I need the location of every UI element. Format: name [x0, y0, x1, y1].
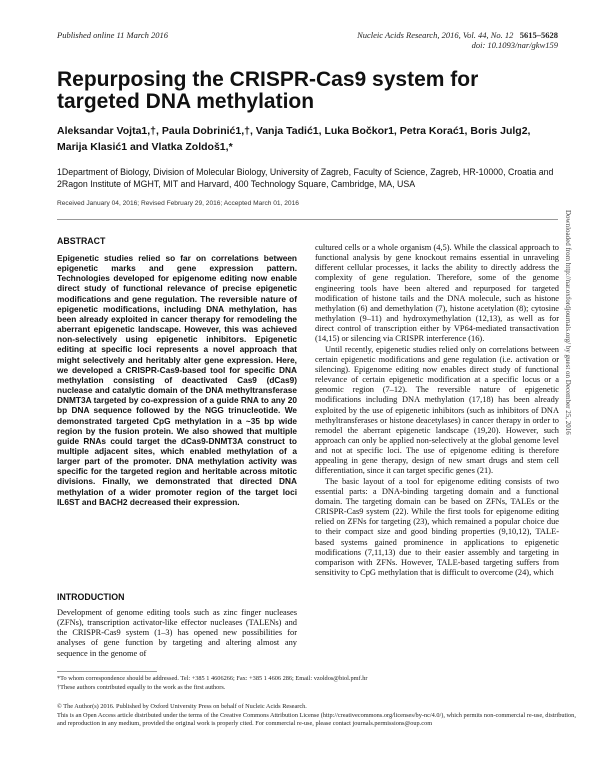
publication-date: Published online 11 March 2016 — [57, 30, 168, 40]
equal-contribution-note: †These authors contributed equally to the work as the first authors. — [57, 683, 226, 691]
journal-citation: Nucleic Acids Research, 2016, Vol. 44, No. 12 — [357, 30, 514, 40]
header-divider — [57, 219, 558, 220]
page-range: 5615–5628 — [519, 30, 558, 40]
abstract-text: Epigenetic studies relied so far on correlations between epigenetic marks and gene expression pattern. Technologies developed for epigenome editing now enable direct study of functional relevance of precise epigenetic modifications and gene regulation. The reversible nature of epigenetic modifications, including DNA methylation, has been already exploited in cancer therapy for remodeling the aberrant epigenetic landscape. However, this was achieved non-selectively using epigenetic inhibitors. Epigenetic editing at specific loci represents a novel approach that might selectively and heritably alter gene expression. Here, we developed a CRISPR-Cas9-based tool for specific DNA methylation consisting of deactivated Cas9 (dCas9) nuclease and catalytic domain of the DNA methyltransferase DNMT3A targeted by co-expression of a guide RNA to any 20 bp DNA sequence followed by the NGG trinucleotide. We demonstrated targeted CpG methylation in a ~35 bp wide region by the fusion protein. We also showed that multiple guide RNAs could target the dCas9-DNMT3A construct to multiple adjacent sites, which enabled methylation of a larger part of the promoter. DNA methylation activity was specific for the targeted region and heritable across mitotic divisions. Finally, we demonstrated that directed DNA methylation of a wider promoter region of the target loci IL6ST and BACH2 decreased their expression. — [57, 253, 297, 507]
paragraph-1: cultured cells or a whole organism (4,5). While the classical approach to functional analysis by gene knockout remains essential in unraveling different cellular processes, it lacks the ability to directly address the complexity of gene regulation. Therefore, some of the genome engineering tools have been altered and repurposed for targeted modification of histone tails and the DNA molecule, such as histone methylation (6) and demethylation (7), histone acetylation (8); cytosine methylation (9–11) and hydroxymethylation (12,13), as well as for direct control of transcription either by VP64-mediated transactivation (14,15) or silencing via CRISPR interference (16). — [315, 243, 559, 344]
doi: doi: 10.1093/nar/gkw159 — [471, 40, 558, 50]
copyright-block — [57, 703, 577, 729]
abstract-heading: ABSTRACT — [57, 236, 106, 246]
correspondence-note: *To whom correspondence should be addressed. Tel: +385 1 4606266; Fax: +385 1 4606 286; Email: vzoldos@biol.pmf.hr — [57, 675, 368, 682]
article-title: Repurposing the CRISPR-Cas9 system for targeted DNA methylation — [57, 68, 479, 113]
introduction-text: Development of genome editing tools such as zinc finger nucleases (ZFNs), transcription activator-like effector nucleases (TALENs) and the CRISPR-Cas9 system (1–3) has opened new possibilities for analyses of gene function by targeting and altering almost any sequence in the genome of — [57, 608, 297, 658]
affiliations: 1Department of Biology, Division of Molecular Biology, University of Zagreb, Faculty of Science, Zagreb, HR-10000, Croatia and 2Ragon Institute of MGHT, MIT and Harvard, 400 Technology Square, Cambridge, MA, USA — [57, 167, 554, 189]
right-column — [315, 243, 559, 578]
paragraph-2: Until recently, epigenetic studies relied only on correlations between certain epigenetic modifications and gene regulation (i.e. activation or silencing). Epigenome editing now enables direct study of functional relevance of certain epigenetic modification at a specific locus or a genomic region (7–12). The reversible nature of epigenetic modifications including DNA methylation (17,18) has been already exploited by the use of epigenetic inhibitors (such as inhibitors of DNA methyltransferases or histone deacetylases) in cancer therapy in order to remodel the aberrant epigenetic landscape (19,20). However, such approach can only be applied non-selectively at the global genome level and not at specific loci. The use of epigenome editing is therefore appealing in gene therapy, design of new smart drugs and stem cell differentiation, since it can target specific genes (21). — [315, 344, 559, 476]
received-dates: Received January 04, 2016; Revised February 29, 2016; Accepted March 01, 2016 — [57, 200, 299, 207]
footnote-divider — [57, 671, 157, 672]
download-side-note: Downloaded from http://nar.oxfordjournals.org/ by guest on December 25, 2016 — [564, 210, 572, 435]
journal-header — [330, 30, 558, 50]
copyright-line: © The Author(s) 2016. Published by Oxford University Press on behalf of Nucleic Acids Research. — [57, 703, 307, 710]
author-list: Aleksandar Vojta1,†, Paula Dobrinić1,†, Vanja Tadić1, Luka Bočkor1, Petra Korać1, Boris Julg2, Marija Klasić1 and Vlatka Zoldoš1,* — [57, 125, 531, 153]
license-text: This is an Open Access article distributed under the terms of the Creative Commons Attribution License (http://creativecommons.org/licenses/by-nc/4.0/), which permits non-commercial re-use, distribution, and reproduction in any medium, provided the original work is properly cited. For commercial re-use, please contact journals.permissions@oup.com — [57, 711, 576, 727]
introduction-heading: INTRODUCTION — [57, 592, 125, 602]
footnotes — [57, 675, 577, 692]
paragraph-3: The basic layout of a tool for epigenome editing consists of two essential parts: a DNA-binding targeting domain and a functional domain. The targeting domain can be based on ZFNs, TALEs or the CRISPR-Cas9 system (22). While the first tools for epigenome editing relied on ZFNs for targeting (23), which remained a popular choice due to their compact size and good binding properties (9,10,12), TALE-based systems gained prominence in applications to epigenetic modifications (7,11,13) due to their easier assembly and targeting in comparison with ZFNs. However, TALE-based targeting suffers from sensitivity to CpG methylation that is difficult to overcome (24), which — [315, 476, 559, 577]
